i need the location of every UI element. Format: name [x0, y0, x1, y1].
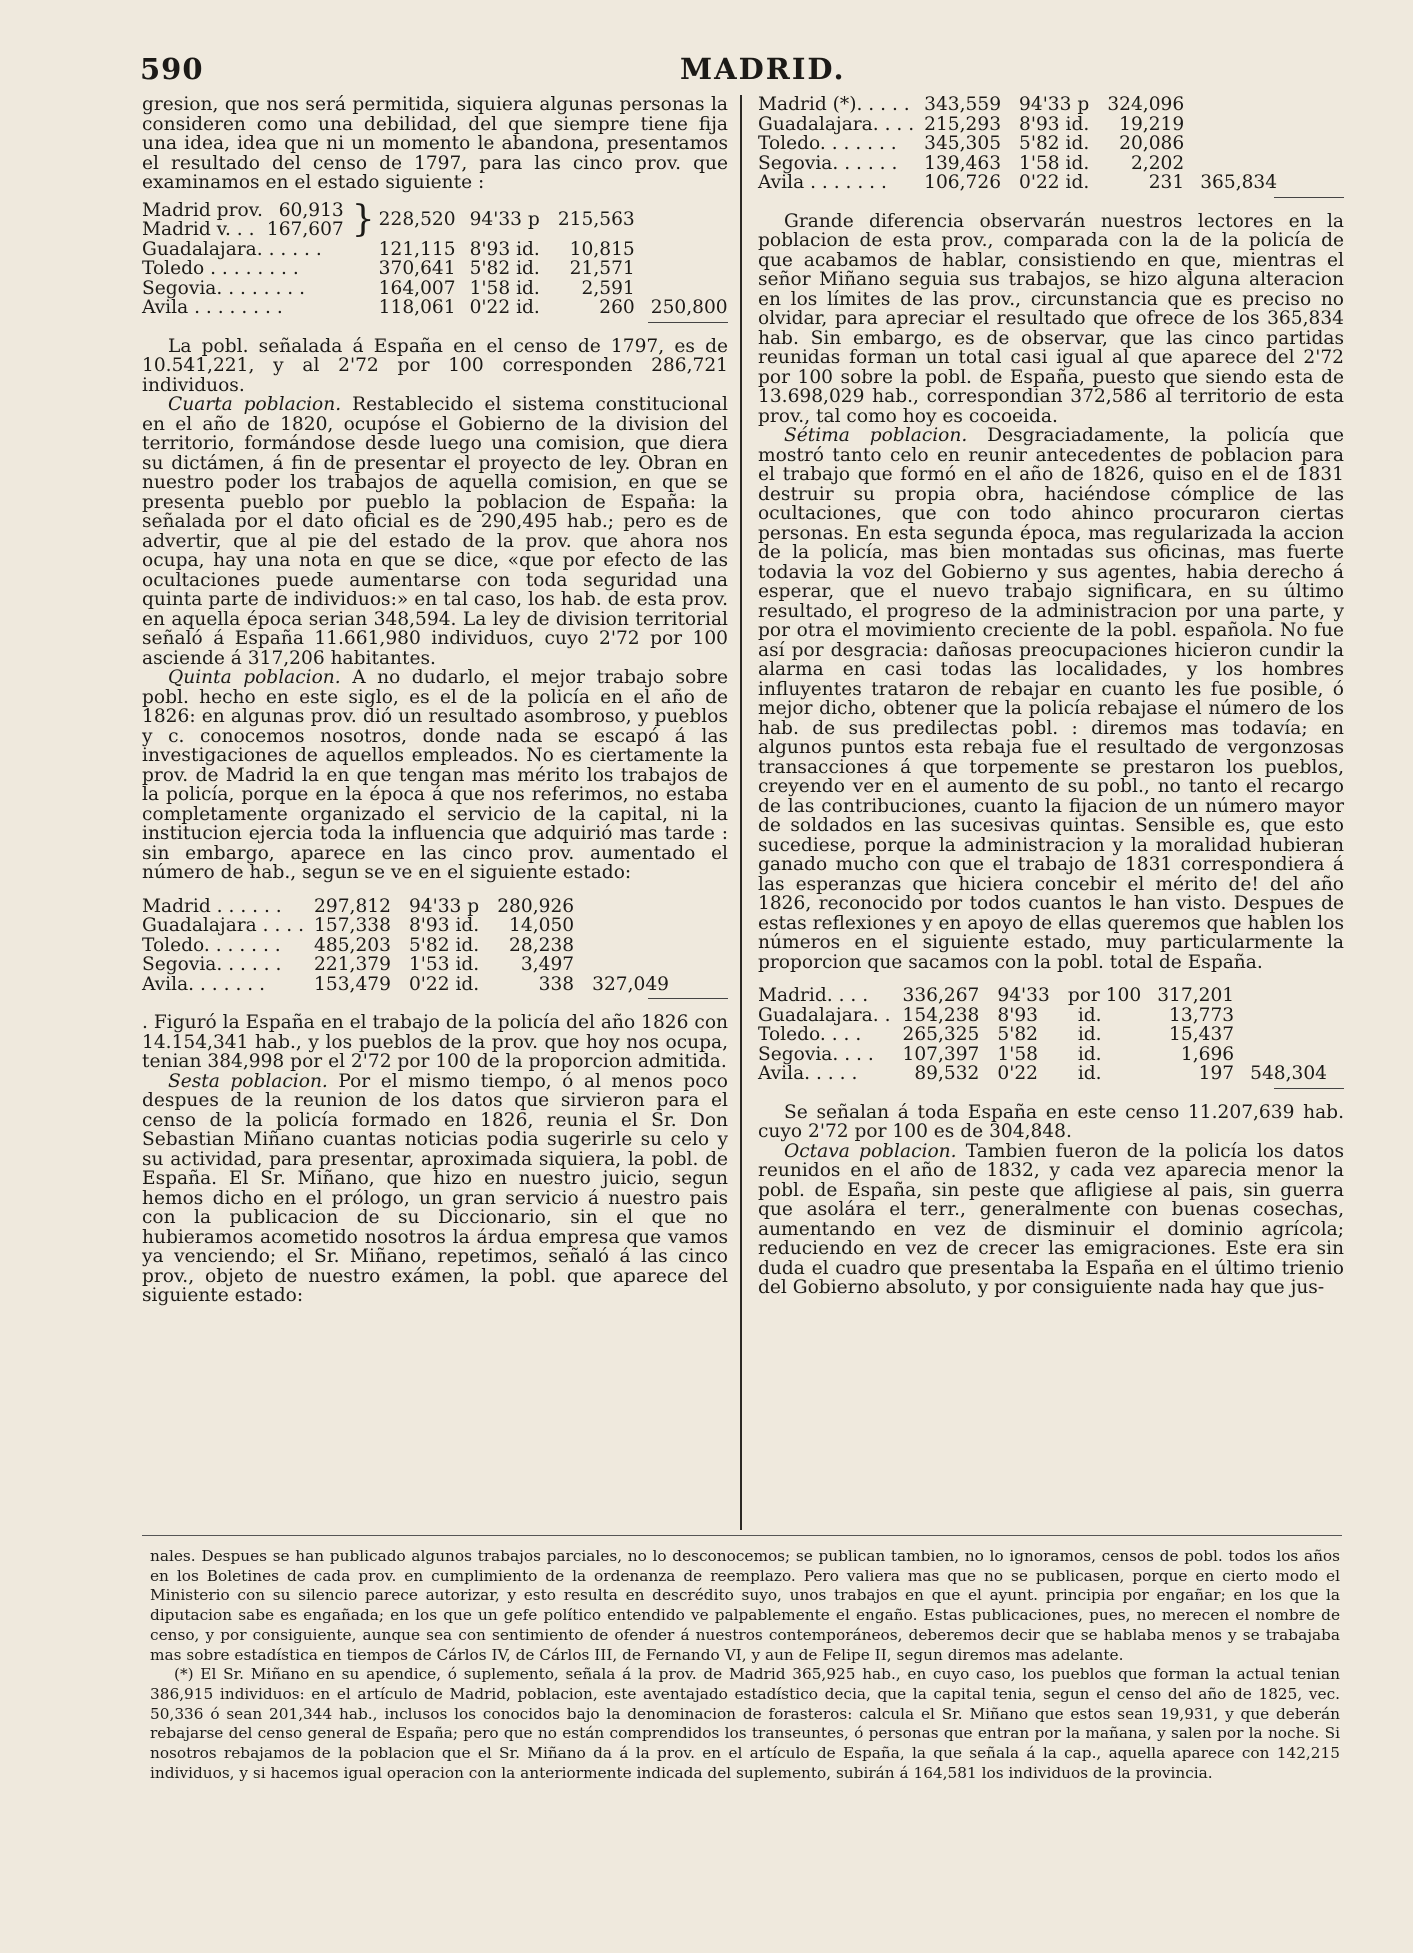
paragraph: Se señalan á toda España en este censo 11.207,639 hab. cuyo 2'72 por 100 es de 304,848. — [758, 1101, 1344, 1142]
row-value: 118,061 — [378, 297, 456, 318]
row-label: Toledo. . . . . . . — [142, 934, 281, 956]
row-label: Toledo. . . . . . . — [758, 133, 897, 154]
divider — [1274, 197, 1344, 198]
paragraph: gresion, que nos será permitida, siquiera algunas personas la consideren como una debilidad, del que siempre tiene fija una idea, idea que ni un momento le abandona, presentamos el resultado del censo de 1797, para las cinco prov. que examinamos en el estado siguiente : — [142, 94, 728, 193]
brace: } — [351, 198, 375, 240]
row-label: Madrid. . . . — [758, 985, 869, 1006]
row-label: Madrid (*). . . . . — [758, 94, 910, 115]
census-1797-table — [142, 198, 732, 318]
row-label: Madrid . . . . . . — [142, 895, 282, 917]
table-row: Avila . . . . . . . 106,726 0'22 id. 231 365,834 — [758, 172, 1278, 193]
footnote: (*) El Sr. Miñano en su apendice, ó suplemento, señala á la prov. de Madrid 365,925 hab., en cuyo caso, los pueblos que forman la actual tenian 386,915 individuos: en el artículo de Madrid, poblacion, este aventajado estadístico decia, que la capital tenia, segun el censo del año de 1825, vec. 50,336 ó sean 201,344 hab., inclusos los conocidos bajo la denominacion de forasteros: calcula el Sr. Miñano que estos sean 19,931, y que deberán rebajarse del censo general de España; pero que no están comprendidos los transeuntes, ó personas que entran por la mañana, y salen por la noche. Si nosotros rebajamos de la poblacion que el Sr. Miñano da á la prov. en el artículo de España, la que señala á la cap., aquella aparece con 142,215 individuos, y si hacemos igual operacion con la anteriormente indicada del suplemento, subirán á 164,581 los individuos de la provincia. — [150, 1665, 1340, 1782]
table-row — [142, 259, 732, 279]
table-row: Toledo. . . . . . . 345,305 5'82 id. 20,086 — [758, 133, 1185, 154]
row-label: Madrid prov. — [142, 199, 263, 221]
paragraph: Quinta poblacion. A no dudarlo, el mejor trabajo sobre pobl. hecho en este siglo, es el de la policía en el año de 1826: en algunas prov. dió un resultado asombroso, y pueblos y c. conocemos nosotros, donde nada se escapó á las investigaciones de aquellos empleados. No es ciertamente la prov. de Madrid la en que tengan mas mérito los trabajos de la policía, porque en la época á que nos referimos, no estaba completamente organizado el servicio de la capital, ni la institucion ejercia toda la influencia que adquirió mas tarde : sin embargo, aparece en las cinco prov. aumentado el número de hab., segun se ve en el siguiente estado: — [142, 667, 728, 883]
minano-table — [758, 95, 1281, 193]
left-column — [142, 95, 728, 1306]
row-value: 5'82 id. — [469, 258, 540, 279]
table-row: Guadalajara. . 154,238 8'93 id. 13,773 — [758, 1004, 1235, 1026]
row-label: Guadalajara. . . . . . — [142, 238, 322, 260]
row-label: Toledo . . . . . . . . — [142, 258, 299, 279]
table-row: Avila. . . . . . . 153,479 0'22 id. 338 327,049 — [142, 973, 669, 995]
section-heading: Quinta poblacion. — [168, 667, 341, 688]
section-heading: Cuarta poblacion. — [168, 394, 342, 415]
divider — [648, 998, 728, 999]
divider — [648, 322, 728, 323]
row-label: Segovia. . . . . . — [758, 152, 898, 174]
table-row: Toledo. . . . . . . 485,203 5'82 id. 28,238 — [142, 934, 575, 956]
row-value: 228,520 — [378, 209, 456, 231]
table-row — [142, 201, 732, 221]
row-value: 370,641 — [378, 258, 456, 279]
row-label: Guadalajara . . . . — [142, 915, 305, 936]
table-row: Toledo. . . . 265,325 5'82 id. 15,437 — [758, 1024, 1235, 1045]
table-row: Guadalajara. . . . 215,293 8'93 id. 19,219 — [758, 113, 1185, 135]
row-label: Avila . . . . . . . — [758, 172, 887, 193]
row-value: 215,563 — [557, 209, 635, 231]
paragraph: Octava poblacion. Tambien fueron de la policía los datos reunidos en el año de 1832, y cada vez aparecia menor la pobl. de España, sin peste que afligiese al pais, sin guerra que asolára el terr., generalmente con buenas cosechas, aumentando en vez de disminuir el dominio agrícola; reduciendo en vez de crecer las emigraciones. Este era sin duda el cuadro que presentaba la España en el último trienio del Gobierno absoluto, y por consiguiente nada hay que jus- — [758, 1140, 1344, 1298]
row-label: Toledo. . . . — [758, 1024, 862, 1045]
row-value: 10,815 — [569, 238, 635, 260]
footnote: nales. Despues se han publicado algunos trabajos parciales, no lo desconocemos; se publican tambien, no lo ignoramos, censos de pobl. todos los años en los Boletines de cada prov. en cumplimiento de la ordenanza de reemplazo. Pero valiera mas que no se publicasen, porque en cierto modo el Ministerio con su silencio parece autorizar, y esto resulta en descrédito suyo, unos trabajos en que el ayunt. principia por engañar; en los que la diputacion sabe es engañada; en los que un gefe político entendido ve palpablemente el engaño. Estas publicaciones, pues, no merecen el nombre de censo, y por consiguiente, aunque sea con sentimiento de ofender á nuestros contemporáneos, deberemos decir que se hablaba menos y se trabajaba mas sobre estadística en tiempos de Cárlos IV, de Cárlos III, de Fernando VI, y aun de Felipe II, segun diremos mas adelante. — [150, 1547, 1340, 1664]
table-row — [142, 298, 732, 318]
row-label: Madrid v. . . — [142, 219, 255, 240]
row-label: Guadalajara. . — [758, 1004, 891, 1026]
paragraph: Cuarta poblacion. Restablecido el sistema constitucional en el año de 1820, ocupóse el Gobierno de la division del territorio, formándose desde luego una comision, que diera su dictámen, á fin de presentar el proyecto de ley. Obran en nuestro poder los trabajos de aquella comision, en que se presenta pueblo por pueblo la poblacion de España: la señalada por el dato oficial es de 290,495 hab.; pero es de advertir, que al pie del estado de la prov. que ahora nos ocupa, hay una nota en que se dice, «que por efecto de las ocultaciones puede aumentarse con toda seguridad una quinta parte de individuos:» en tal caso, los hab. de esta prov. en aquella época serian 348,594. La ley de division territorial señaló á España 11.661,980 individuos, cuyo 2'72 por 100 asciende á 317,206 habitantes. — [142, 394, 728, 669]
section-heading: Octava poblacion. — [784, 1140, 957, 1162]
row-label: Segovia. . . . — [758, 1043, 874, 1065]
row-label: Avila. . . . . — [758, 1063, 858, 1084]
right-column — [758, 95, 1344, 1298]
census-1831-table — [758, 986, 1331, 1084]
paragraph: Grande diferencia observarán nuestros lectores en la poblacion de esta prov., comparada con la de la policía de que acabamos de hablar, consistiendo en que, mientras el señor Miñano seguia sus trabajos, se hizo alguna alteracion en los límites de las prov., circunstancia que es preciso no olvidar, para apreciar el resultado que ofrece de los 365,834 hab. Sin embargo, es de observar, que las cinco partidas reunidas forman un total casi igual al que aparece del 2'72 por 100 sobre la pobl. de España, puesto que siendo esta de 13.698,029 hab., correspondian 372,586 al territorio de esta prov., tal como hoy es cocoeida. — [758, 210, 1344, 427]
table-row: Madrid. . . . 336,267 94'33 por 100 317,201 — [758, 985, 1235, 1006]
paragraph: Sesta poblacion. Por el mismo tiempo, ó al menos poco despues de la reunion de los datos que sirvieron para el censo de la policía formado en 1826, reunia el Sr. Don Sebastian Miñano cuantas noticias podia sugerirle su celo y su actividad, para presentar, aproximada siquiera, la pobl. de España. El Sr. Miñano, que hizo en nuestro juicio, segun hemos dicho en el prólogo, un gran servicio á nuestro pais con la publicacion de su Diccionario, sin el que no hubieramos acometido nosotros la árdua empresa que vamos ya venciendo; el Sr. Miñano, repetimos, señaló á las cinco prov., objeto de nuestro exámen, la pobl. que aparece del siguiente estado: — [142, 1070, 728, 1306]
row-label: Segovia. . . . . . — [142, 954, 282, 975]
section-heading: Sesta poblacion. — [168, 1070, 328, 1092]
table-row: Madrid . . . . . . 297,812 94'33 p 280,926 — [142, 895, 575, 917]
row-value: 8'93 id. — [469, 238, 540, 260]
row-label: Guadalajara. . . . — [758, 113, 915, 135]
row-value: 0'22 id. — [469, 297, 540, 318]
section-heading: Sétima poblacion. — [784, 425, 968, 446]
column-divider — [740, 95, 742, 1530]
table-row: Segovia. . . . . . 221,379 1'53 id. 3,497 — [142, 954, 575, 975]
row-value: 164,007 — [378, 277, 456, 299]
row-value: 60,913 — [278, 199, 344, 221]
divider — [1274, 1088, 1344, 1089]
paragraph: . Figuró la España en el trabajo de la policía del año 1826 con 14.154,341 hab., y los pueblos de la prov. que hoy nos ocupa, tenian 384,998 por el 2'72 por 100 de la proporcion admitida. — [142, 1012, 728, 1072]
row-value: 260 — [599, 297, 635, 318]
row-value: 94'33 p — [469, 209, 540, 231]
paragraph: Sétima poblacion. Desgraciadamente, la policía que mostró tanto celo en reunir antecedentes de poblacion para el trabajo que formó en el año de 1826, quiso en el de 1831 destruir su propia obra, haciéndose cómplice de las ocultaciones, que con todo ahinco procuraron ciertas personas. En esta segunda época, mas regularizada la accion de la policía, mas bien montadas sus oficinas, mas fuerte todavia la voz del Gobierno y sus agentes, habia derecho á esperar, que el nuevo trabajo significara, en su último resultado, el progreso de la administracion por una parte, y por otra el movimiento creciente de la pobl. española. No fue así por desgracia: dañosas preocupaciones hicieron cundir la alarma en casi todas las localidades, y los hombres influyentes trataron de rebajar en cuanto les fue posible, ó mejor dicho, obtener que la policía rebajase el número de los hab. de sus predilectas pobl. : diremos mas todavía; en algunos puntos esta rebaja fue el resultado de vergonzosas transacciones á que torpemente se prestaron los pueblos, creyendo ver en el aumento de su pobl., no tanto el recargo de las contribuciones, cuanto la fijacion de un número mayor de soldados en las sucesivas quintas. Sensible es, que esto sucediese, porque la administracion y la moralidad hubieran ganado mucho con que el trabajo de 1831 correspondiera á las esperanzas que hiciera concebir el mérito de! del año 1826, reconocido por todos cuantos le han visto. Despues de estas reflexiones y en apoyo de ellas queremos que hablen los números en el siguiente estado, muy particularmente la proporcion que sacamos con la pobl. total de España. — [758, 425, 1344, 973]
page-title: MADRID. — [680, 52, 846, 86]
table-row: Guadalajara . . . . 157,338 8'93 id. 14,050 — [142, 915, 575, 936]
row-value: 1'58 id. — [469, 277, 540, 299]
table-row: Madrid (*). . . . . 343,559 94'33 p 324,096 — [758, 94, 1185, 115]
row-label: Avila . . . . . . . . — [142, 297, 283, 318]
footnotes — [150, 1547, 1340, 1783]
table-row: Segovia. . . . 107,397 1'58 id. 1,696 — [758, 1043, 1235, 1065]
row-label: Avila. . . . . . . — [142, 973, 265, 995]
row-value: 21,571 — [569, 258, 635, 279]
census-1826-table — [142, 897, 673, 995]
row-value: 2,591 — [581, 277, 635, 299]
row-value: 167,607 — [266, 219, 344, 240]
table-row — [142, 279, 732, 299]
paragraph: La pobl. señalada á España en el censo de 1797, es de 10.541,221, y al 2'72 por 100 corresponden 286,721 individuos. — [142, 335, 728, 396]
row-label: Segovia. . . . . . . . — [142, 277, 306, 299]
table-row: Avila. . . . . 89,532 0'22 id. 197 548,304 — [758, 1063, 1327, 1084]
footnote-rule — [142, 1535, 1342, 1536]
row-total: 250,800 — [650, 297, 728, 318]
table-row: Segovia. . . . . . 139,463 1'58 id. 2,202 — [758, 152, 1185, 174]
table-row — [142, 240, 732, 260]
page-number: 590 — [140, 52, 204, 86]
row-value: 121,115 — [378, 238, 456, 260]
